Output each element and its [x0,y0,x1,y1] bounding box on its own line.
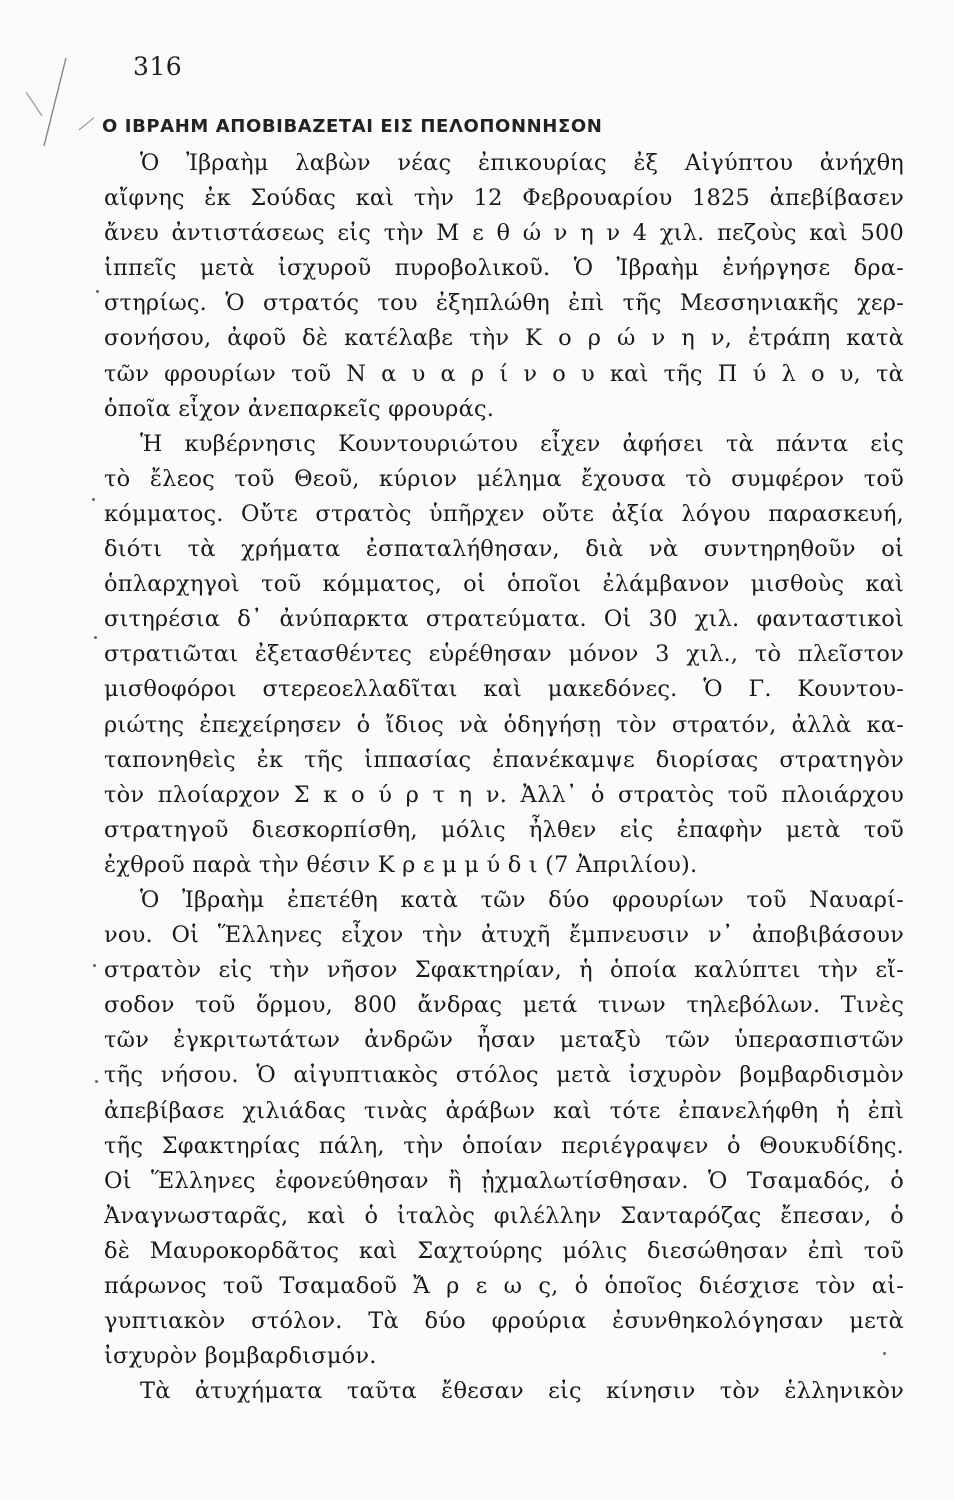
text-line: Οἱ Ἕλληνες ἐφονεύθησαν ἢ ᾐχμαλωτίσθησαν. Ὁ Τσαμαδός, ὁ [104,1167,904,1194]
text-line: Ἡ κυβέρνησις Κουντουριώτου εἶχεν ἀφήσει τὰ πάντα εἰς [140,430,904,457]
margin-speck [883,1352,886,1355]
text-line: στηρίως. Ὁ στρατός του ἐξηπλώθη ἐπὶ τῆς Μεσσηνιακῆς χερ- [104,290,904,317]
text-line: στρατὸν εἰς τὴν νῆσον Σφακτηρίαν, ἡ ὁποία καλύπτει τὴν εἴ- [104,957,904,984]
margin-speck [96,290,99,293]
text-line: ριώτης ἐπεχείρησεν ὁ ἴδιος νὰ ὁδηγήσῃ τὸν στρατόν, ἀλλὰ κα- [104,711,904,738]
text-line: τῆς νήσου. Ὁ αἰγυπτιακὸς στόλος μετὰ ἰσχυρὸν βομβαρδισμὸν [104,1062,904,1089]
text-line: στρατιῶται ἐξετασθέντες εὑρέθησαν μόνον 3 χιλ., τὸ πλεῖστον [104,641,904,668]
text-line: τὸν πλοίαρχον Σ κ ο ύ ρ τ η ν. Ἀλλ᾽ ὁ στρατὸς τοῦ πλοιάρχου [104,781,904,808]
text-line: δὲ Μαυροκορδᾶτος καὶ Σαχτούρης μόλις διεσώθησαν ἐπὶ τοῦ [104,1237,904,1264]
margin-speck [94,636,97,639]
running-head: Ο ΙΒΡΑΗΜ ΑΠΟΒΙΒΑΖΕΤΑΙ ΕΙΣ ΠΕΛΟΠΟΝΝΗΣΟΝ [102,116,603,137]
text-line: τῶν ἐγκριτωτάτων ἀνδρῶν ἦσαν μεταξὺ τῶν ὑπερασπιστῶν [104,1027,904,1054]
page-number: 316 [133,52,183,81]
text-line: τῶν φρουρίων τοῦ Ν α υ α ρ ί ν ο υ καὶ τῆς Π ύ λ ο υ, τὰ [104,360,904,387]
text-line: ἰσχυρὸν βομβαρδισμόν. [104,1343,377,1370]
text-line: νου. Οἱ Ἕλληνες εἶχον τὴν ἀτυχῆ ἔμπνευσιν ν᾽ ἀποβιβάσουν [104,922,904,949]
text-line: Τὰ ἀτυχήματα ταῦτα ἔθεσαν εἰς κίνησιν τὸν ἑλληνικὸν [140,1378,904,1405]
text-line: ἀπεβίβασε χιλιάδας τινὰς ἀράβων καὶ τότε ἐπανελήφθη ἡ ἐπὶ [104,1097,904,1124]
text-line: κόμματος. Οὔτε στρατὸς ὑπῆρχεν οὔτε ἀξία λόγου παρασκευή, [104,500,904,527]
text-line: Ὁ Ἰβραὴμ λαβὼν νέας ἐπικουρίας ἐξ Αἰγύπτου ἀνήχθη [140,150,904,176]
text-line: γυπτιακὸν στόλον. Τὰ δύο φρούρια ἐσυνθηκολόγησαν μετὰ [104,1308,904,1335]
text-line: ὁποῖα εἶχον ἀνεπαρκεῖς φρουράς. [104,395,495,422]
text-line: διότι τὰ χρήματα ἐσπαταλήθησαν, διὰ νὰ συντηρηθοῦν οἱ [104,536,904,563]
text-line: ἄνευ ἀντιστάσεως εἰς τὴν Μ ε θ ώ ν η ν 4 χιλ. πεζοὺς καὶ 500 [104,220,904,247]
text-line: τῆς Σφακτηρίας πάλη, τὴν ὁποίαν περιέγραψεν ὁ Θουκυδίδης. [104,1132,904,1159]
margin-speck [95,1080,98,1083]
text-line: τὸ ἔλεος τοῦ Θεοῦ, κύριον μέλημα ἔχουσα τὸ συμφέρον τοῦ [104,465,904,492]
text-line: ἱππεῖς μετὰ ἰσχυροῦ πυροβολικοῦ. Ὁ Ἰβραὴμ ἐνήργησε δρα- [104,255,904,282]
text-line: Ἀναγνωσταρᾶς, καὶ ὁ ἰταλὸς φιλέλλην Σανταρόζας ἔπεσαν, ὁ [104,1202,904,1229]
text-line: σιτηρέσια δ᾽ ἀνύπαρκτα στρατεύματα. Οἱ 30 χιλ. φανταστικοὶ [104,606,904,633]
text-line: ἐχθροῦ παρὰ τὴν θέσιν Κ ρ ε μ μ ύ δ ι (7 Ἀπριλίου). [104,851,698,878]
text-line: στρατηγοῦ διεσκορπίσθη, μόλις ἦλθεν εἰς ἐπαφὴν μετὰ τοῦ [104,816,904,843]
text-line: μισθοφόροι στερεοελλαδῖται καὶ μακεδόνες. Ὁ Γ. Κουντου- [104,676,904,703]
text-line: Ὁ Ἰβραὴμ ἐπετέθη κατὰ τῶν δύο φρουρίων τοῦ Ναυαρί- [140,886,904,913]
body-text [104,146,904,1409]
pencil-annotation-mark [4,50,94,160]
text-line: σοδον τοῦ ὅρμου, 800 ἄνδρας μετά τινων τηλεβόλων. Τινὲς [104,992,904,1019]
text-line: σονήσου, ἀφοῦ δὲ κατέλαβε τὴν Κ ο ρ ώ ν η ν, ἐτράπη κατὰ [104,325,904,352]
text-line: ταπονηθεὶς ἐκ τῆς ἱππασίας ἐπανέκαμψε διορίσας στρατηγὸν [104,746,904,773]
text-line: ὁπλαρχηγοὶ τοῦ κόμματος, οἱ ὁποῖοι ἐλάμβανον μισθοὺς καὶ [104,571,904,598]
text-line: πάρωνος τοῦ Τσαμαδοῦ Ἄ ρ ε ω ς, ὁ ὁποῖος διέσχισε τὸν αἰ- [104,1273,904,1299]
margin-speck [93,964,96,967]
margin-speck [92,498,95,501]
text-line: αἴφνης ἐκ Σούδας καὶ τὴν 12 Φεβρουαρίου 1825 ἀπεβίβασεν [104,185,904,212]
